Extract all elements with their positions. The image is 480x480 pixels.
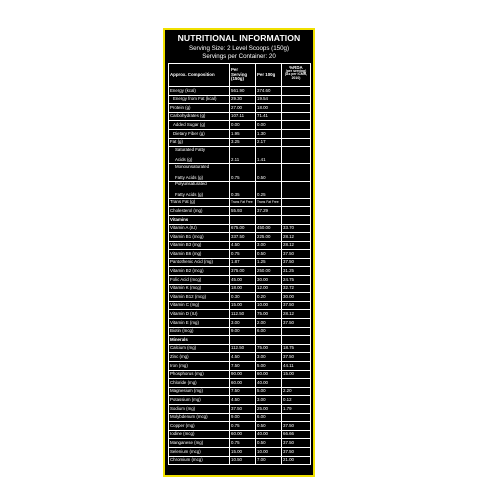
per-100g-value bbox=[256, 336, 282, 344]
table-row bbox=[169, 96, 311, 105]
rda-value bbox=[282, 216, 311, 224]
per-100g-value: 75.00 bbox=[256, 310, 282, 318]
per-serving-value: 0.75 bbox=[230, 164, 256, 180]
per-100g-value: 0.50 bbox=[256, 439, 282, 447]
table-row bbox=[169, 164, 311, 181]
per-serving-value: 45.00 bbox=[230, 276, 256, 284]
table-row bbox=[169, 439, 311, 448]
rda-value bbox=[282, 139, 311, 147]
per-100g-value: 3.00 bbox=[256, 242, 282, 250]
per-100g-value: 0.50 bbox=[256, 164, 282, 180]
rda-value: 1.79 bbox=[282, 405, 311, 413]
nutrient-label: Vitamin D (IU) bbox=[169, 310, 230, 318]
table-row bbox=[169, 225, 311, 234]
nutrient-label-line2: Acids (g) bbox=[175, 157, 193, 163]
nutrient-label: Minerals bbox=[169, 336, 230, 344]
per-serving-value: 60.00 bbox=[230, 379, 256, 387]
rda-value bbox=[282, 182, 311, 198]
per-100g-value: 0.25 bbox=[256, 182, 282, 198]
per-serving-value: 18.00 bbox=[230, 285, 256, 293]
nutrient-label: Vitamin B2 (mcg) bbox=[169, 267, 230, 275]
rda-value bbox=[282, 336, 311, 344]
table-row bbox=[169, 182, 311, 199]
nutrient-label: Iron (mg) bbox=[169, 362, 230, 370]
per-100g-value: 12.00 bbox=[256, 285, 282, 293]
nutrient-label: Chromium (mcg) bbox=[169, 457, 230, 465]
nutrient-label: Vitamin B6 (mg) bbox=[169, 250, 230, 258]
rda-value: 66.66 bbox=[282, 431, 311, 439]
nutrient-label: Vitamin B1 (mcg) bbox=[169, 233, 230, 241]
nutrition-panel bbox=[163, 28, 315, 477]
per-serving-value: 3.25 bbox=[230, 139, 256, 147]
nutrient-label-line1: Saturated Fatty bbox=[175, 147, 206, 152]
table-row bbox=[169, 379, 311, 388]
header-per-100g: Per 100g bbox=[256, 64, 282, 86]
per-100g-value: 6.00 bbox=[256, 414, 282, 422]
table-row bbox=[169, 207, 311, 216]
per-100g-value: 71.41 bbox=[256, 113, 282, 121]
table-row bbox=[169, 267, 311, 276]
per-serving-value: 7.50 bbox=[230, 388, 256, 396]
rda-value bbox=[282, 96, 311, 104]
nutrient-label-line2: Fatty Acids (g) bbox=[175, 191, 204, 197]
rda-value bbox=[282, 121, 311, 129]
per-100g-value: 0.00 bbox=[256, 121, 282, 129]
rda-value: 44.11 bbox=[282, 362, 311, 370]
nutrient-label: Calcium (mg) bbox=[169, 345, 230, 353]
per-100g-value: 5.00 bbox=[256, 362, 282, 370]
table-row bbox=[169, 242, 311, 251]
nutrient-label: Selenium (mcg) bbox=[169, 448, 230, 456]
nutrient-label: Trans Fat (g) bbox=[169, 199, 230, 207]
nutrient-label: Molybdenum (mcg) bbox=[169, 414, 230, 422]
per-serving-value: 0.75 bbox=[230, 439, 256, 447]
nutrient-label bbox=[169, 147, 230, 163]
table-row bbox=[169, 328, 311, 337]
header-per-serving: Per Serving (150g) bbox=[230, 64, 256, 86]
rda-value: 37.50 bbox=[282, 302, 311, 310]
per-100g-value: 10.00 bbox=[256, 448, 282, 456]
nutrient-label: Energy from Fat (kcal) bbox=[169, 96, 230, 104]
rda-value bbox=[282, 130, 311, 138]
rda-value bbox=[282, 207, 311, 215]
per-serving-value: 37.50 bbox=[230, 405, 256, 413]
rda-value: 28.12 bbox=[282, 242, 311, 250]
per-100g-value: 10.00 bbox=[256, 302, 282, 310]
per-serving-value: 675.00 bbox=[230, 225, 256, 233]
table-row bbox=[169, 362, 311, 371]
per-100g-value: 18.00 bbox=[256, 104, 282, 112]
per-serving-value: 337.50 bbox=[230, 233, 256, 241]
per-100g-value: 2.17 bbox=[256, 139, 282, 147]
rda-value: 2.20 bbox=[282, 388, 311, 396]
rda-value: 28.12 bbox=[282, 310, 311, 318]
per-serving-value: 4.50 bbox=[230, 396, 256, 404]
nutrient-label: Magnesium (mg) bbox=[169, 388, 230, 396]
nutrient-label: Vitamin B3 (mg) bbox=[169, 242, 230, 250]
nutrient-label: Iodine (mcg) bbox=[169, 431, 230, 439]
nutrient-label: Vitamin A (IU) bbox=[169, 225, 230, 233]
per-100g-value: 1.30 bbox=[256, 130, 282, 138]
per-100g-value: 450.00 bbox=[256, 225, 282, 233]
nutrient-label: Energy (kcal) bbox=[169, 87, 230, 95]
per-serving-value: 2.11 bbox=[230, 147, 256, 163]
rda-value bbox=[282, 147, 311, 163]
per-100g-value: 30.00 bbox=[256, 276, 282, 284]
table-row bbox=[169, 139, 311, 148]
per-serving-value bbox=[230, 336, 256, 344]
per-serving-value: 55.93 bbox=[230, 207, 256, 215]
per-serving-value: 4.50 bbox=[230, 242, 256, 250]
table-row bbox=[169, 87, 311, 96]
per-100g-value: 19.54 bbox=[256, 96, 282, 104]
per-serving-value: 0.75 bbox=[230, 422, 256, 430]
rda-value: 28.12 bbox=[282, 233, 311, 241]
header-rda-line3: (As per ICMR, bbox=[284, 72, 308, 77]
per-serving-value: 9.00 bbox=[230, 414, 256, 422]
table-row bbox=[169, 405, 311, 414]
nutrient-label: Sodium (mg) bbox=[169, 405, 230, 413]
per-100g-value: 40.00 bbox=[256, 431, 282, 439]
per-100g-value: Trans Fat Free bbox=[256, 199, 282, 207]
table-row bbox=[169, 285, 311, 294]
per-serving-value: 7.50 bbox=[230, 362, 256, 370]
per-serving-value: 90.00 bbox=[230, 371, 256, 379]
nutrient-label-line1: Monounsaturated bbox=[175, 164, 210, 169]
serving-size: Serving Size: 2 Level Scoops (150g) bbox=[188, 45, 290, 52]
rda-value: 0.12 bbox=[282, 396, 311, 404]
per-100g-value: 1.41 bbox=[256, 147, 282, 163]
nutrient-label: Vitamin C (mg) bbox=[169, 302, 230, 310]
per-100g-value: 60.00 bbox=[256, 371, 282, 379]
per-100g-value: 7.00 bbox=[256, 457, 282, 465]
nutrient-label: Potassium (mg) bbox=[169, 396, 230, 404]
per-serving-value: 561.90 bbox=[230, 87, 256, 95]
nutrient-label bbox=[169, 182, 230, 198]
per-100g-value: 5.00 bbox=[256, 388, 282, 396]
table-row bbox=[169, 422, 311, 431]
per-100g-value: 1.25 bbox=[256, 259, 282, 267]
rda-value: 37.50 bbox=[282, 250, 311, 258]
per-100g-value bbox=[256, 216, 282, 224]
header-rda-title: %RDA bbox=[289, 64, 303, 70]
per-serving-value: 60.00 bbox=[230, 431, 256, 439]
per-100g-value: 3.00 bbox=[256, 353, 282, 361]
table-row bbox=[169, 448, 311, 457]
per-100g-value: 0.20 bbox=[256, 293, 282, 301]
per-serving-value: 27.00 bbox=[230, 104, 256, 112]
rda-value: 15.00 bbox=[282, 371, 311, 379]
rda-value: 37.50 bbox=[282, 353, 311, 361]
per-100g-value: 225.00 bbox=[256, 233, 282, 241]
rda-value bbox=[282, 199, 311, 207]
rda-value bbox=[282, 113, 311, 121]
per-100g-value: 6.00 bbox=[256, 328, 282, 336]
rda-value: 24.75 bbox=[282, 276, 311, 284]
per-serving-value: 29.30 bbox=[230, 96, 256, 104]
rda-value: 18.75 bbox=[282, 345, 311, 353]
table-row bbox=[169, 276, 311, 285]
per-100g-value: 374.60 bbox=[256, 87, 282, 95]
nutrient-label-line1: Polyunsaturated bbox=[175, 181, 207, 187]
table-row bbox=[169, 130, 311, 139]
rda-value bbox=[282, 414, 311, 422]
rda-value bbox=[282, 87, 311, 95]
nutrient-label: Vitamin B12 (mcg) bbox=[169, 293, 230, 301]
nutrient-label: Vitamin E (mg) bbox=[169, 319, 230, 327]
nutrient-label: Dietary Fiber (g) bbox=[169, 130, 230, 138]
table-row bbox=[169, 147, 311, 164]
rda-value: 30.00 bbox=[282, 293, 311, 301]
rda-value: 37.50 bbox=[282, 439, 311, 447]
per-serving-value: 15.00 bbox=[230, 302, 256, 310]
nutrient-label: Folic Acid (mcg) bbox=[169, 276, 230, 284]
panel-title: NUTRITIONAL INFORMATION bbox=[177, 33, 301, 43]
servings-per-container: Servings per Container: 20 bbox=[202, 53, 276, 60]
per-serving-value: 1.95 bbox=[230, 130, 256, 138]
per-serving-value: 9.00 bbox=[230, 328, 256, 336]
per-serving-value: 107.11 bbox=[230, 113, 256, 121]
table-row bbox=[169, 414, 311, 423]
rda-value bbox=[282, 379, 311, 387]
rda-value bbox=[282, 164, 311, 180]
nutrient-label: Phosphorus (mg) bbox=[169, 371, 230, 379]
header-rda-line2: (per serving) bbox=[285, 68, 307, 73]
nutrient-label: Carbohydrates (g) bbox=[169, 113, 230, 121]
table-row bbox=[169, 293, 311, 302]
per-100g-value: 37.29 bbox=[256, 207, 282, 215]
table-row bbox=[169, 104, 311, 113]
table-row bbox=[169, 388, 311, 397]
per-serving-value: Trans Fat Free bbox=[230, 199, 256, 207]
header-rda-line4: 2010) bbox=[291, 76, 301, 81]
table-row bbox=[169, 319, 311, 328]
nutrient-label: Biotin (mcg) bbox=[169, 328, 230, 336]
rda-value: 21.00 bbox=[282, 457, 311, 465]
per-serving-value bbox=[230, 216, 256, 224]
header-composition: Approx. Composition bbox=[169, 64, 230, 86]
table-row bbox=[169, 371, 311, 380]
nutrient-label bbox=[169, 164, 230, 180]
nutrition-table bbox=[168, 63, 311, 465]
table-row bbox=[169, 353, 311, 362]
per-100g-value: 25.00 bbox=[256, 405, 282, 413]
nutrient-label: Manganese (mg) bbox=[169, 439, 230, 447]
table-row bbox=[169, 259, 311, 268]
table-row bbox=[169, 431, 311, 440]
nutrient-label: Added Sugar (g) bbox=[169, 121, 230, 129]
table-row bbox=[169, 457, 311, 466]
per-100g-value: 3.00 bbox=[256, 396, 282, 404]
rda-value: 37.50 bbox=[282, 259, 311, 267]
header-rda bbox=[282, 64, 311, 86]
per-100g-value: 0.50 bbox=[256, 422, 282, 430]
nutrient-label: Fat (g) bbox=[169, 139, 230, 147]
per-100g-value: 40.00 bbox=[256, 379, 282, 387]
table-row bbox=[169, 250, 311, 259]
nutrient-label: Cholesterol (mg) bbox=[169, 207, 230, 215]
table-row bbox=[169, 121, 311, 130]
table-row bbox=[169, 310, 311, 319]
table-row bbox=[169, 113, 311, 122]
section-header-row bbox=[169, 216, 311, 225]
table-row bbox=[169, 396, 311, 405]
per-serving-value: 1.87 bbox=[230, 259, 256, 267]
rda-value: 32.72 bbox=[282, 285, 311, 293]
per-100g-value: 0.50 bbox=[256, 250, 282, 258]
rda-value: 33.70 bbox=[282, 225, 311, 233]
per-serving-value: 0.00 bbox=[230, 121, 256, 129]
rda-value: 31.25 bbox=[282, 267, 311, 275]
per-serving-value: 0.35 bbox=[230, 182, 256, 198]
per-serving-value: 15.00 bbox=[230, 448, 256, 456]
nutrient-label: Vitamin K (mcg) bbox=[169, 285, 230, 293]
per-serving-value: 0.75 bbox=[230, 250, 256, 258]
rda-value bbox=[282, 104, 311, 112]
per-serving-value: 0.30 bbox=[230, 293, 256, 301]
per-serving-value: 112.50 bbox=[230, 345, 256, 353]
per-serving-value: 10.50 bbox=[230, 457, 256, 465]
per-serving-value: 3.00 bbox=[230, 319, 256, 327]
nutrient-label: Pantothenic Acid (mg) bbox=[169, 259, 230, 267]
nutrient-label-line2: Fatty Acids (g) bbox=[175, 174, 204, 180]
nutrient-label: Zinc (mg) bbox=[169, 353, 230, 361]
per-100g-value: 75.00 bbox=[256, 345, 282, 353]
per-serving-value: 4.50 bbox=[230, 353, 256, 361]
table-row bbox=[169, 199, 311, 208]
rda-value: 37.50 bbox=[282, 422, 311, 430]
nutrient-label: Protein (g) bbox=[169, 104, 230, 112]
per-serving-value: 375.00 bbox=[230, 267, 256, 275]
per-100g-value: 2.00 bbox=[256, 319, 282, 327]
rda-value: 37.50 bbox=[282, 448, 311, 456]
nutrient-label: Copper (mg) bbox=[169, 422, 230, 430]
nutrient-label: Chloride (mg) bbox=[169, 379, 230, 387]
rda-value: 37.50 bbox=[282, 319, 311, 327]
nutrient-label: Vitamins bbox=[169, 216, 230, 224]
table-row bbox=[169, 302, 311, 311]
per-serving-value: 112.50 bbox=[230, 310, 256, 318]
per-100g-value: 250.00 bbox=[256, 267, 282, 275]
table-row bbox=[169, 345, 311, 354]
table-row bbox=[169, 233, 311, 242]
rda-value bbox=[282, 328, 311, 336]
section-header-row bbox=[169, 336, 311, 345]
table-header-row bbox=[169, 64, 311, 87]
